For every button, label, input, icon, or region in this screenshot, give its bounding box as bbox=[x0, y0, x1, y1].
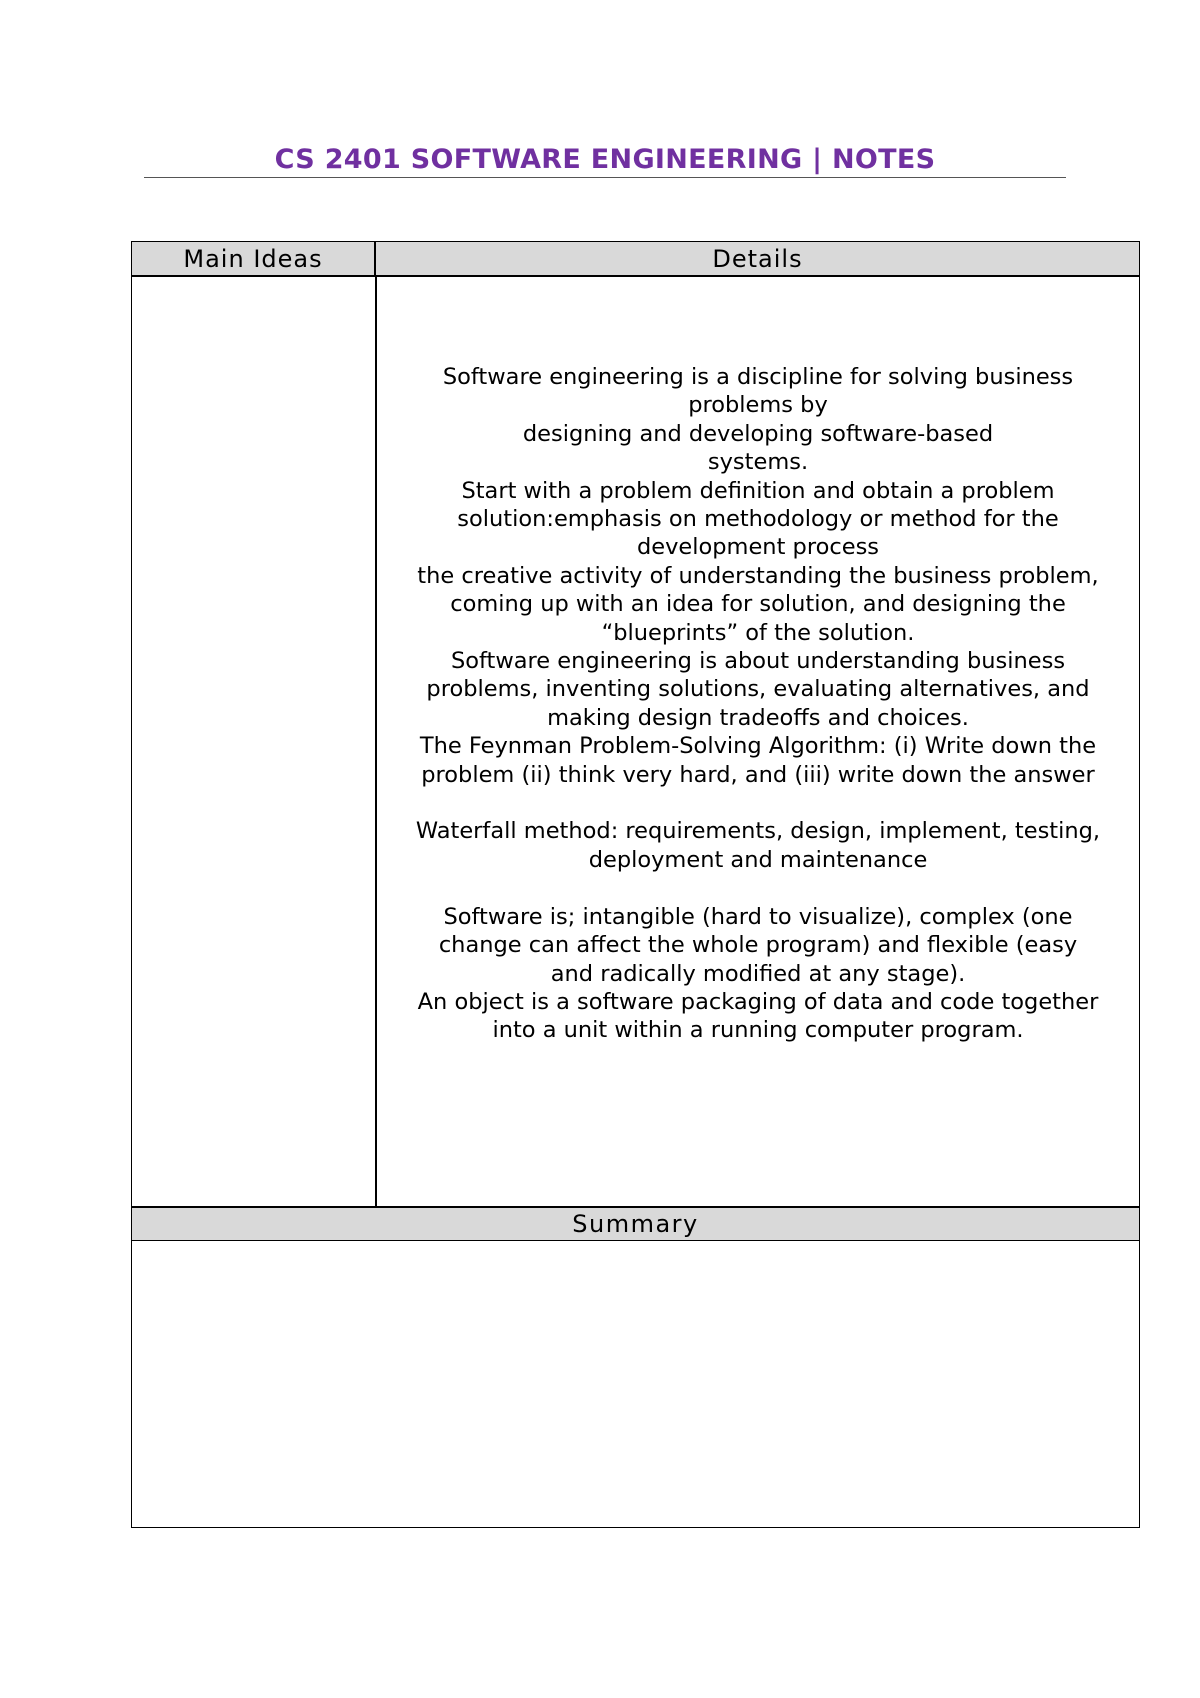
detail-line: The Feynman Problem-Solving Algorithm: (i) Write down the bbox=[419, 733, 1097, 760]
details-header: Details bbox=[376, 242, 1139, 277]
detail-line: Software is; intangible (hard to visualize), complex (one bbox=[443, 903, 1073, 930]
document-title: CS 2401 SOFTWARE ENGINEERING | NOTES bbox=[274, 144, 936, 175]
summary-header: Summary bbox=[132, 1206, 1139, 1241]
detail-line: designing and developing software-based bbox=[522, 420, 994, 447]
detail-line: Software engineering is a discipline for solving business bbox=[442, 364, 1074, 390]
detail-line: problems by bbox=[688, 392, 828, 419]
detail-line: Start with a problem definition and obtain a problem bbox=[461, 477, 1055, 504]
detail-line: An object is a software packaging of data and code together bbox=[417, 988, 1099, 1015]
detail-line: systems. bbox=[707, 449, 809, 476]
summary-body bbox=[132, 1241, 1139, 1527]
detail-line: problem (ii) think very hard, and (iii) write down the answer bbox=[421, 761, 1095, 788]
detail-line bbox=[377, 789, 1139, 817]
detail-line: change can affect the whole program) and flexible (easy bbox=[438, 932, 1078, 959]
detail-line: problems, inventing solutions, evaluating alternatives, and bbox=[426, 676, 1090, 703]
detail-line: into a unit within a running computer program. bbox=[492, 1017, 1024, 1044]
detail-line: Waterfall method: requirements, design, implement, testing, bbox=[415, 818, 1101, 845]
cornell-notes-table bbox=[131, 241, 1140, 1528]
detail-line: Software engineering is about understanding business bbox=[450, 648, 1066, 675]
main-ideas-header: Main Ideas bbox=[132, 242, 376, 277]
title-underline bbox=[144, 177, 1066, 178]
detail-line: solution:emphasis on methodology or method for the bbox=[457, 506, 1059, 533]
detail-line: the creative activity of understanding the business problem, bbox=[417, 562, 1099, 589]
detail-line: deployment and maintenance bbox=[588, 846, 928, 873]
detail-line: development process bbox=[636, 534, 880, 561]
details-cell bbox=[377, 277, 1139, 1206]
detail-line: “blueprints” of the solution. bbox=[601, 619, 915, 646]
detail-line bbox=[377, 874, 1139, 902]
detail-line: making design tradeoffs and choices. bbox=[547, 704, 969, 731]
detail-line: and radically modified at any stage). bbox=[550, 960, 966, 987]
detail-line: coming up with an idea for solution, and designing the bbox=[450, 591, 1066, 618]
